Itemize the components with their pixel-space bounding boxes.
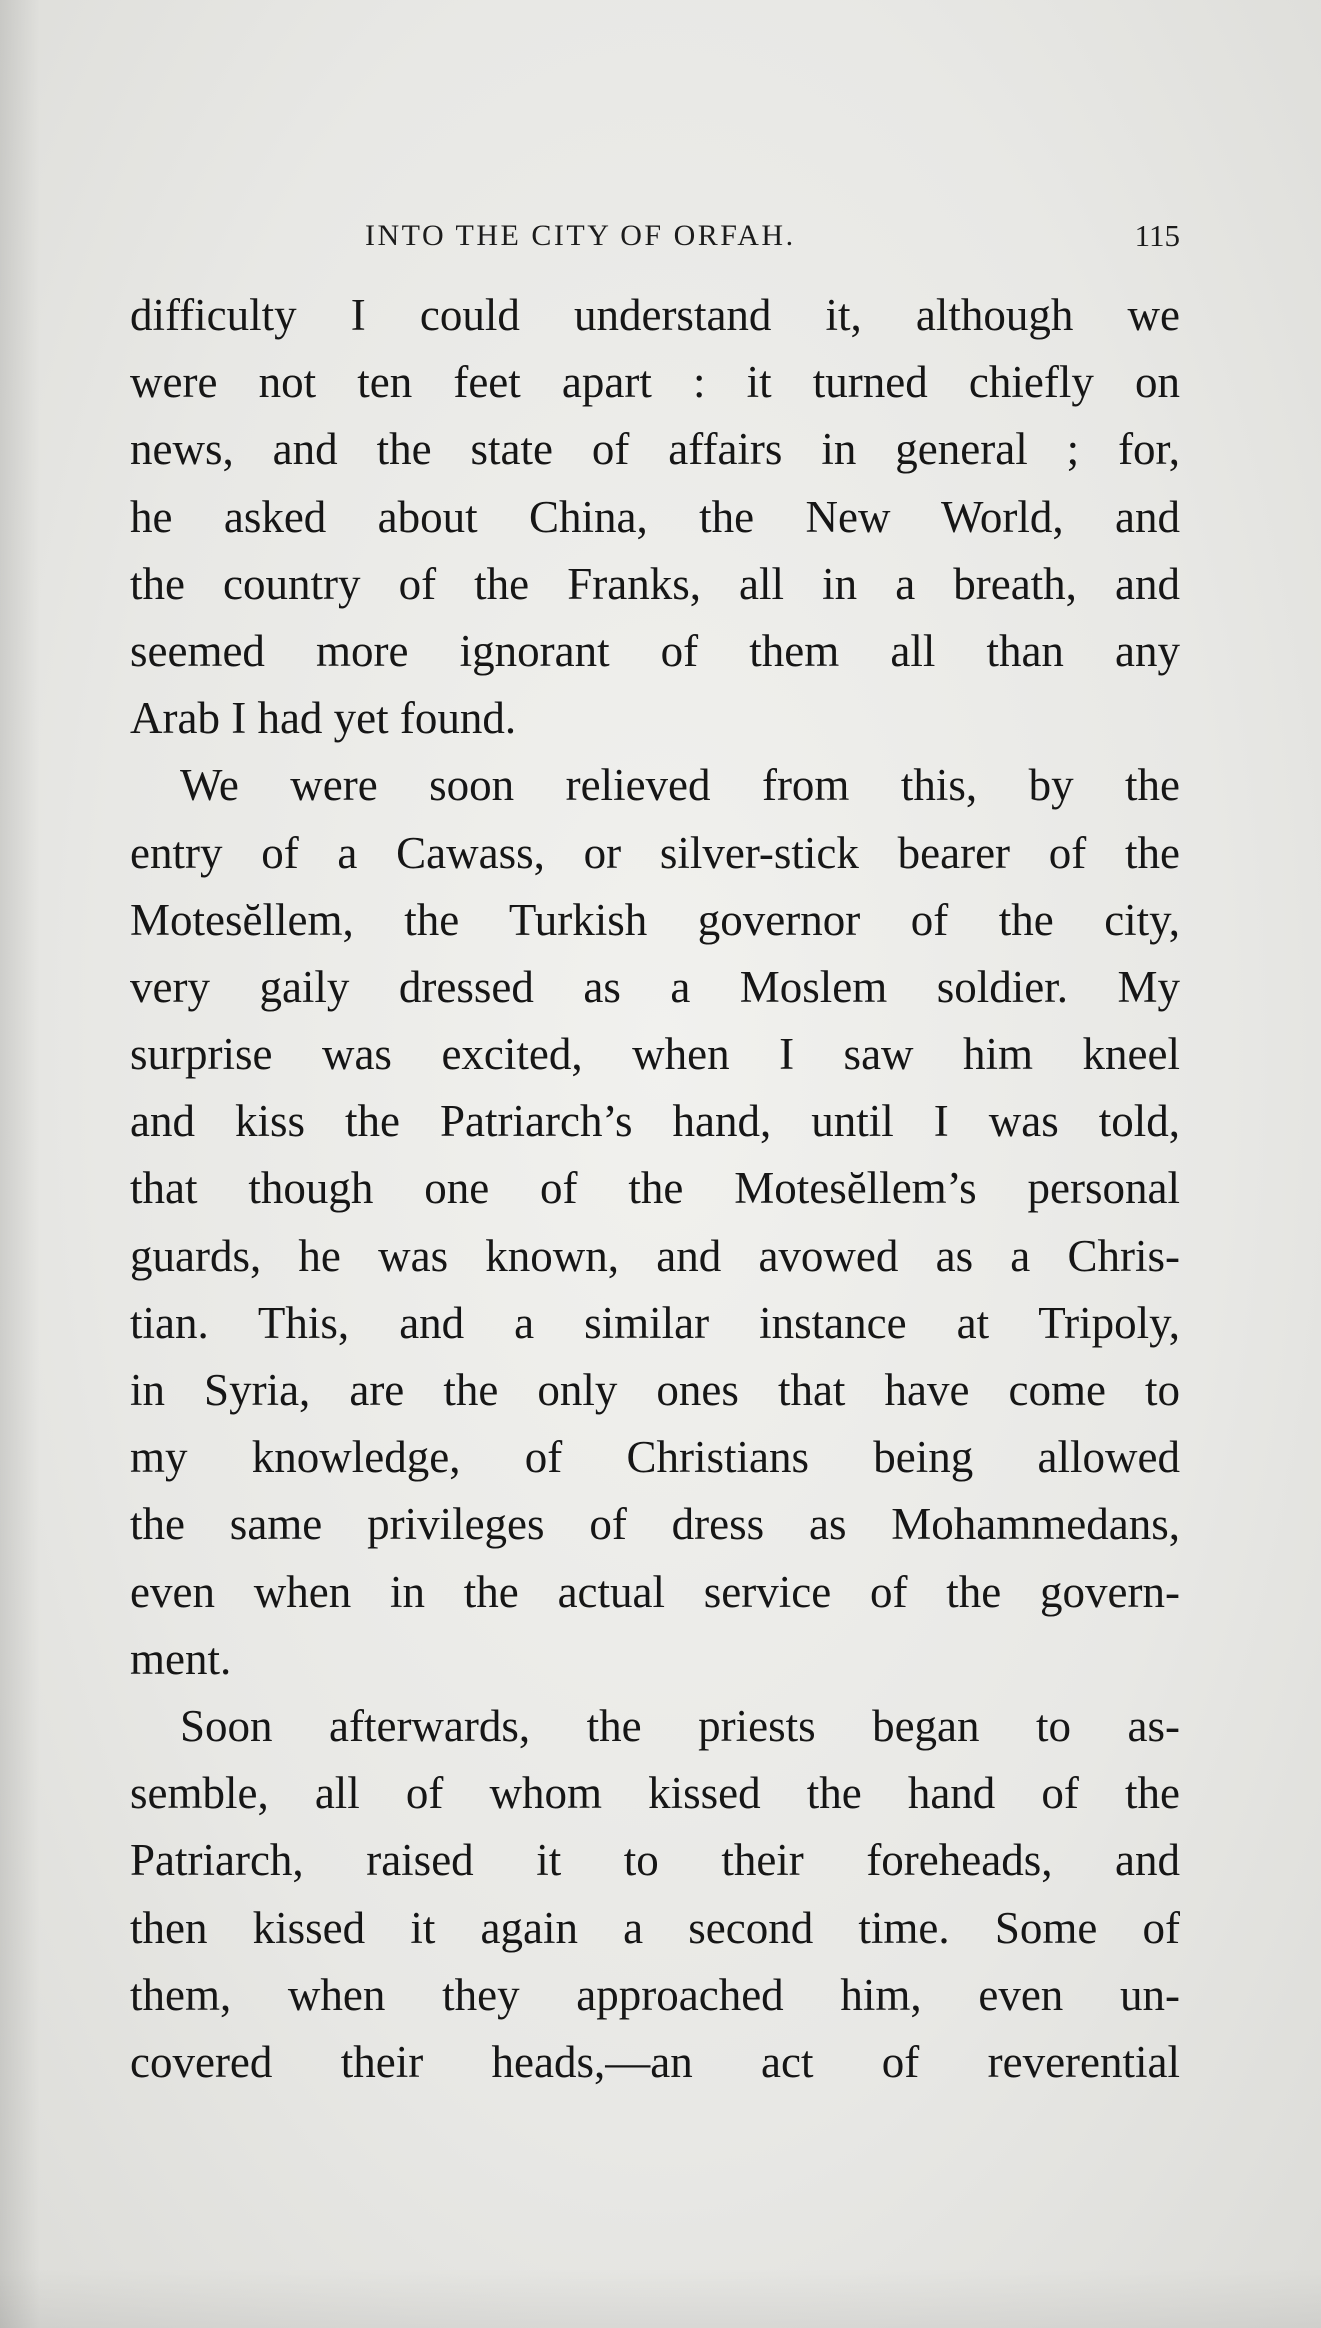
text-line: We were soon relieved from this, by the	[180, 760, 1180, 811]
text-line: were not ten feet apart : it turned chiefly on	[130, 357, 1180, 408]
text-line: that though one of the Motesĕllem’s personal	[130, 1163, 1180, 1214]
text-line: the country of the Franks, all in a breath, and	[130, 558, 1180, 609]
text-line: very gaily dressed as a Moslem soldier. My	[130, 961, 1180, 1012]
text-line: surprise was excited, when I saw him kneel	[130, 1029, 1180, 1080]
text-line: Arab I had yet found.	[130, 693, 517, 744]
text-line: semble, all of whom kissed the hand of the	[130, 1768, 1180, 1819]
text-line: news, and the state of affairs in general ; for,	[130, 424, 1180, 475]
body-text	[130, 282, 1180, 2096]
text-line: seemed more ignorant of them all than any	[130, 625, 1180, 676]
text-line: my knowledge, of Christians being allowed	[130, 1432, 1180, 1483]
text-line: in Syria, are the only ones that have come to	[130, 1365, 1180, 1415]
text-line: them, when they approached him, even un-	[130, 1969, 1180, 2020]
text-line: entry of a Cawass, or silver-stick bearer of the	[130, 827, 1180, 878]
text-line: he asked about China, the New World, and	[130, 491, 1180, 542]
text-line: the same privileges of dress as Mohammedans,	[130, 1499, 1180, 1550]
text-line: and kiss the Patriarch’s hand, until I was told,	[130, 1096, 1180, 1147]
text-line: guards, he was known, and avowed as a Chris-	[130, 1230, 1180, 1281]
running-head	[130, 216, 1180, 256]
text-line: Motesĕllem, the Turkish governor of the city,	[130, 894, 1180, 945]
text-line: then kissed it again a second time. Some of	[130, 1902, 1180, 1953]
text-line: difficulty I could understand it, although we	[130, 290, 1180, 340]
text-line: Soon afterwards, the priests began to as-	[180, 1700, 1180, 1751]
page-number: 115	[1134, 218, 1180, 253]
text-line: covered their heads,—an act of reverential	[130, 2036, 1180, 2087]
text-line: even when in the actual service of the govern-	[130, 1566, 1180, 1617]
text-line: tian. This, and a similar instance at Tripoly,	[130, 1297, 1180, 1348]
text-line: ment.	[130, 1633, 232, 1684]
running-title: INTO THE CITY OF ORFAH.	[365, 219, 796, 252]
page-bottom-shadow	[0, 2268, 1321, 2328]
text-line: Patriarch, raised it to their foreheads, and	[130, 1835, 1180, 1886]
page-gutter-shadow	[0, 0, 40, 2328]
